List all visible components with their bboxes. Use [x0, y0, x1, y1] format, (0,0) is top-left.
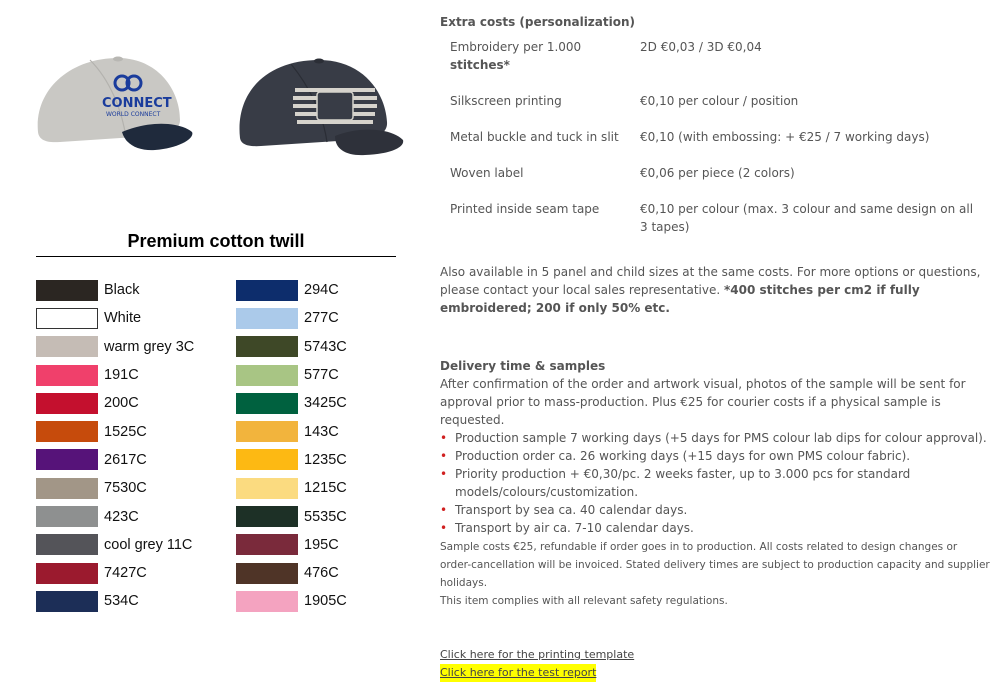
swatch-row [236, 587, 347, 615]
color-name: warm grey 3C [104, 338, 195, 355]
color-chip [236, 308, 298, 329]
color-chip [36, 591, 98, 612]
cost-row-buckle [450, 128, 990, 146]
cost-label-buckle: Metal buckle and tuck in slit [450, 130, 619, 144]
color-chip [236, 336, 298, 357]
swatch-column-left [36, 276, 194, 616]
color-name: 1215C [304, 480, 347, 497]
swatch-row [36, 446, 194, 474]
cost-value-buckle: €0,10 (with embossing: + €25 / 7 working days) [640, 130, 930, 144]
color-chip [36, 478, 98, 499]
cost-value-seam: €0,10 per colour (max. 3 colour and same design on all 3 tapes) [640, 202, 974, 234]
cost-label-silkscreen: Silkscreen printing [450, 94, 562, 108]
color-name: 476C [304, 565, 339, 582]
swatch-row [36, 389, 194, 417]
swatch-row [36, 531, 194, 559]
extra-costs-heading: Extra costs (personalization) [440, 15, 636, 29]
color-chip [36, 563, 98, 584]
swatch-row [36, 502, 194, 530]
delivery-intro: After confirmation of the order and artwork visual, photos of the sample will be sent for approval prior to mass-production. Plus €25 for courier costs if a physical sample is requested. [440, 377, 966, 427]
swatch-row [236, 333, 347, 361]
swatch-row [36, 276, 194, 304]
cost-row-woven-label [450, 164, 990, 182]
color-name: 1235C [304, 451, 347, 468]
color-name: 191C [104, 367, 139, 384]
cost-label-woven: Woven label [450, 166, 524, 180]
color-name: 534C [104, 593, 139, 610]
color-chip [36, 421, 98, 442]
availability-note: Also available in 5 panel and child sizes at the same costs. For more options or questions, please contact your local sales representative. *400 stitches per cm2 if fully embroidered; 200 if only 50% etc. [440, 265, 981, 315]
color-name: 2617C [104, 451, 147, 468]
swatch-row [36, 587, 194, 615]
list-item: • Production order ca. 26 working days (+15 days for own PMS colour fabric). [440, 447, 990, 465]
color-chip [236, 534, 298, 555]
cost-row-embroidery [450, 38, 990, 74]
color-name: 7427C [104, 565, 147, 582]
color-chip [36, 365, 98, 386]
color-chip [36, 506, 98, 527]
swatch-row [236, 389, 347, 417]
color-name: 7530C [104, 480, 147, 497]
swatch-row [236, 361, 347, 389]
color-chip [236, 421, 298, 442]
list-item: • Transport by sea ca. 40 calendar days. [440, 501, 990, 519]
delivery-section [440, 357, 990, 537]
swatch-row [36, 304, 194, 332]
color-chip [36, 393, 98, 414]
grey-cap-image [30, 50, 195, 160]
cost-label-seam: Printed inside seam tape [450, 202, 600, 216]
color-name: 3425C [304, 395, 347, 412]
swatch-row [236, 502, 347, 530]
cost-value-woven: €0,06 per piece (2 colors) [640, 166, 795, 180]
swatch-row [36, 417, 194, 445]
swatch-column-right [236, 276, 347, 616]
color-name: 1525C [104, 423, 147, 440]
swatch-row [236, 474, 347, 502]
cost-value-silkscreen: €0,10 per colour / position [640, 94, 799, 108]
color-name: 294C [304, 282, 339, 299]
color-chip [36, 280, 98, 301]
swatch-row [36, 333, 194, 361]
cost-row-silkscreen [450, 92, 990, 110]
color-chip [236, 449, 298, 470]
color-name: 577C [304, 367, 339, 384]
color-chip [236, 506, 298, 527]
printing-template-link[interactable]: Click here for the printing template [440, 648, 635, 661]
swatch-row [236, 276, 347, 304]
safety-note: This item complies with all relevant safety regulations. [440, 595, 728, 607]
color-name: 5743C [304, 338, 347, 355]
color-name: 143C [304, 423, 339, 440]
color-name: 277C [304, 310, 339, 327]
color-chip [236, 393, 298, 414]
color-chip [36, 336, 98, 357]
cap-logo-text: CONNECT [102, 96, 172, 111]
swatch-row [36, 361, 194, 389]
swatch-row [236, 559, 347, 587]
color-chip [36, 308, 98, 329]
swatch-row [236, 531, 347, 559]
delivery-heading: Delivery time & samples [440, 359, 606, 373]
color-name: 423C [104, 508, 139, 525]
color-chip [36, 449, 98, 470]
list-item: • Priority production + €0,30/pc. 2 weeks faster, up to 3.000 pcs for standard models/colours/customization. [440, 465, 990, 501]
color-name: Black [104, 282, 140, 299]
test-report-link[interactable]: Click here for the test report [440, 664, 596, 682]
cost-value-embroidery: 2D €0,03 / 3D €0,04 [640, 40, 762, 54]
swatch-row [236, 446, 347, 474]
color-name: 5535C [304, 508, 347, 525]
cost-label-embroidery: Embroidery per 1.000 stitches* [450, 40, 582, 72]
swatch-row [36, 559, 194, 587]
color-name: White [104, 310, 142, 327]
color-chip [236, 563, 298, 584]
cap-logo-subtext: WORLD CONNECT [106, 111, 161, 118]
color-chip [236, 365, 298, 386]
sample-costs-note: Sample costs €25, refundable if order goes in to production. All costs related to design changes or order-cancellation will be invoiced. Stated delivery times are subject to production capacity and supplier holidays. [440, 541, 990, 589]
color-name: 1905C [304, 593, 347, 610]
navy-cap-image [235, 50, 405, 165]
cost-row-seam-tape [450, 200, 990, 236]
color-chip [36, 534, 98, 555]
swatch-title: Premium cotton twill [127, 231, 305, 251]
swatch-divider [36, 256, 396, 257]
color-name: 195C [304, 536, 339, 553]
color-chip [236, 591, 298, 612]
list-item: • Transport by air ca. 7-10 calendar days. [440, 519, 990, 537]
swatch-row [236, 304, 347, 332]
swatch-row [236, 417, 347, 445]
swatch-row [36, 474, 194, 502]
color-chip [236, 478, 298, 499]
color-name: 200C [104, 395, 139, 412]
color-chip [236, 280, 298, 301]
color-name: cool grey 11C [104, 536, 193, 553]
list-item: • Production sample 7 working days (+5 days for PMS colour lab dips for colour approval). [440, 429, 990, 447]
delivery-list [440, 429, 990, 537]
